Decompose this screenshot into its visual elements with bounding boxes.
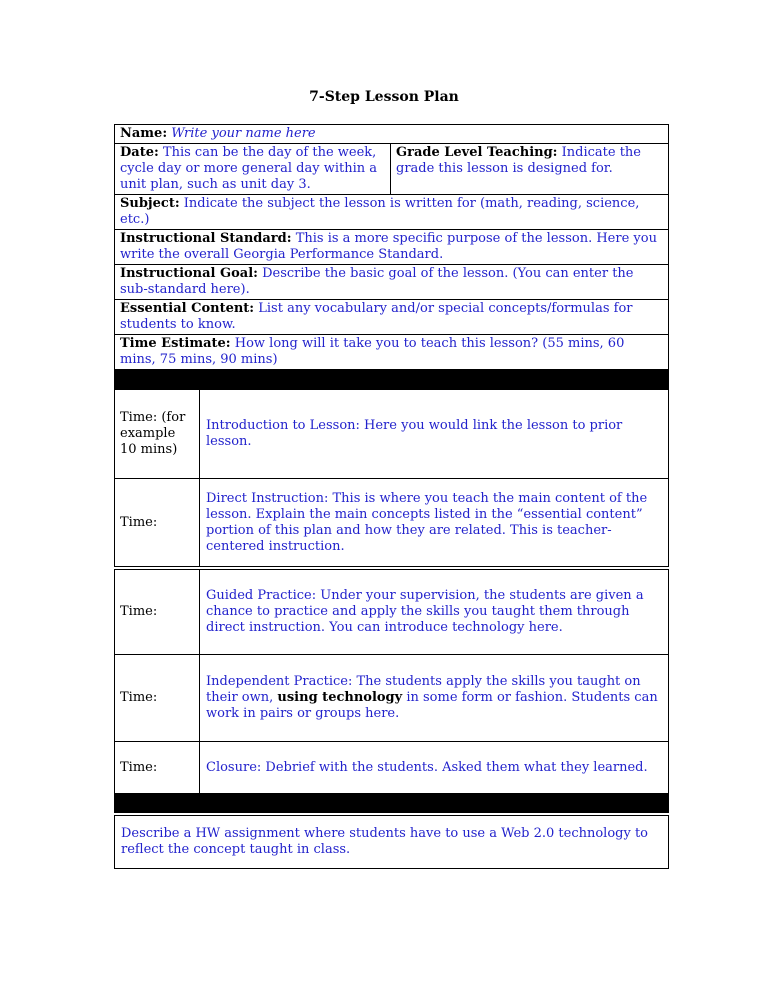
- step-desc-pre: Independent Practice: The students apply the skills you taught on their own,: [206, 674, 641, 705]
- page-title: 7-Step Lesson Plan: [309, 89, 459, 105]
- lesson-plan-table: [114, 124, 669, 869]
- step-description: Guided Practice: Under your supervision, the students are given a chance to practice and apply the skills you taught them through direct instruction. You can introduce technology here.: [206, 588, 644, 635]
- step-description: Direct Instruction: This is where you teach the main content of the lesson. Explain the main concepts listed in the “essential content” portion of this plan and how they are related. This is teacher-centered instruction.: [206, 490, 648, 554]
- step-row: [114, 655, 669, 742]
- goal-value: Describe the basic goal of the lesson. (You can enter the sub-standard here).: [120, 266, 634, 297]
- date-grade-row: [114, 144, 669, 195]
- date-value: This can be the day of the week, cycle day or more general day within a unit plan, such as unit day 3.: [120, 145, 377, 192]
- subject-label: Subject:: [120, 196, 180, 211]
- step-row: [114, 569, 669, 655]
- step-time: Time: (for example 10 mins): [115, 390, 200, 478]
- step-description: Closure: Debrief with the students. Asked them what they learned.: [206, 759, 648, 775]
- standard-value: This is a more specific purpose of the lesson. Here you write the overall Georgia Performance Standard.: [120, 231, 657, 262]
- content-value: List any vocabulary and/or special concepts/formulas for students to know.: [120, 301, 633, 332]
- date-label: Date:: [120, 145, 159, 160]
- grade-label: Grade Level Teaching:: [396, 145, 558, 160]
- step-time: Time:: [115, 655, 200, 741]
- content-label: Essential Content:: [120, 301, 255, 316]
- subject-value: Indicate the subject the lesson is written for (math, reading, science, etc.): [120, 196, 640, 227]
- step-row: [114, 390, 669, 479]
- name-label: Name:: [120, 126, 168, 141]
- subject-row: [114, 195, 669, 230]
- step-time: Time:: [115, 479, 200, 566]
- homework-text: Describe a HW assignment where students have to use a Web 2.0 technology to reflect the concept taught in class.: [121, 826, 649, 857]
- grade-value: Indicate the grade this lesson is designed for.: [396, 145, 641, 176]
- section-divider: [114, 370, 669, 390]
- goal-row: [114, 265, 669, 300]
- time-estimate-value: How long will it take you to teach this lesson? (55 mins, 60 mins, 75 mins, 90 mins): [120, 336, 625, 367]
- step-row: [114, 742, 669, 794]
- step-row: [114, 479, 669, 567]
- time-estimate-row: [114, 335, 669, 370]
- section-divider: [114, 794, 669, 813]
- grade-cell: [391, 144, 668, 194]
- homework-box: [114, 815, 669, 869]
- name-value: Write your name here: [171, 126, 316, 141]
- step-time: Time:: [115, 742, 200, 793]
- date-cell: [115, 144, 391, 194]
- step-time: Time:: [115, 570, 200, 654]
- name-row: [114, 124, 669, 144]
- standard-row: [114, 230, 669, 265]
- standard-label: Instructional Standard:: [120, 231, 292, 246]
- step-desc-post: in some form or fashion. Students can work in pairs or groups here.: [206, 690, 658, 721]
- step-description: [200, 655, 668, 741]
- goal-label: Instructional Goal:: [120, 266, 258, 281]
- step-desc-bold: using technology: [277, 690, 403, 705]
- content-row: [114, 300, 669, 335]
- step-description: Introduction to Lesson: Here you would link the lesson to prior lesson.: [206, 418, 623, 449]
- time-estimate-label: Time Estimate:: [120, 336, 231, 351]
